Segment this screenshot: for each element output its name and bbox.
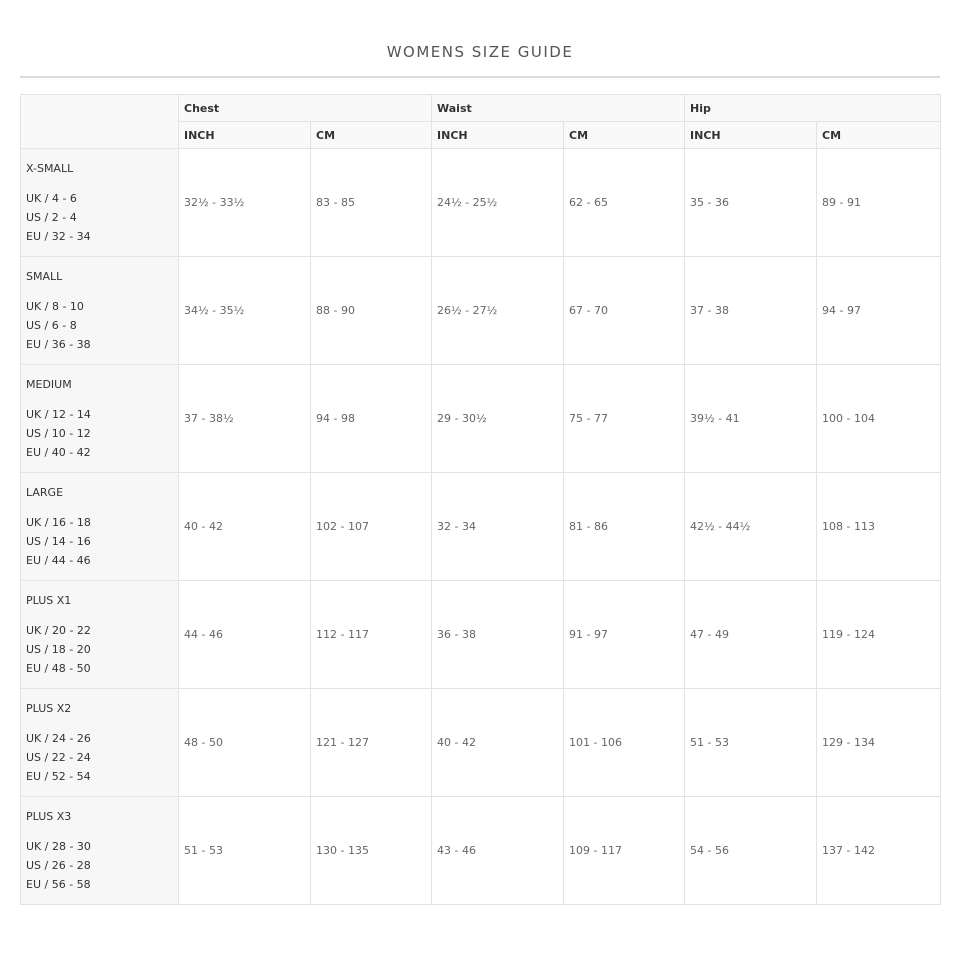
table-row xyxy=(21,365,941,473)
hip-group-header: Hip xyxy=(685,95,941,122)
hip-cm-cell: 137 - 142 xyxy=(817,797,941,905)
size-name: X-SMALL xyxy=(26,162,74,175)
waist-inch-cell: 24½ - 25½ xyxy=(432,149,564,257)
hip-inch-cell: 37 - 38 xyxy=(685,257,817,365)
corner-cell xyxy=(21,95,179,149)
us-size: US / 6 - 8 xyxy=(26,319,77,332)
hip-inch-cell: 42½ - 44½ xyxy=(685,473,817,581)
chest-inch-cell: 48 - 50 xyxy=(179,689,311,797)
us-size: US / 10 - 12 xyxy=(26,427,91,440)
table-row xyxy=(21,581,941,689)
uk-size: UK / 28 - 30 xyxy=(26,840,91,853)
uk-size: UK / 16 - 18 xyxy=(26,516,91,529)
chest-inch-cell: 51 - 53 xyxy=(179,797,311,905)
waist-inch-cell: 32 - 34 xyxy=(432,473,564,581)
waist-inch-cell: 40 - 42 xyxy=(432,689,564,797)
chest-cm-cell: 130 - 135 xyxy=(311,797,432,905)
size-name: SMALL xyxy=(26,270,63,283)
waist-inch-header: INCH xyxy=(432,122,564,149)
waist-cm-cell: 91 - 97 xyxy=(564,581,685,689)
us-size: US / 22 - 24 xyxy=(26,751,91,764)
chest-cm-cell: 88 - 90 xyxy=(311,257,432,365)
waist-cm-cell: 67 - 70 xyxy=(564,257,685,365)
eu-size: EU / 44 - 46 xyxy=(26,554,91,567)
uk-size: UK / 20 - 22 xyxy=(26,624,91,637)
hip-cm-cell: 108 - 113 xyxy=(817,473,941,581)
chest-inch-header: INCH xyxy=(179,122,311,149)
eu-size: EU / 56 - 58 xyxy=(26,878,91,891)
chest-group-header: Chest xyxy=(179,95,432,122)
chest-cm-cell: 121 - 127 xyxy=(311,689,432,797)
us-size: US / 2 - 4 xyxy=(26,211,77,224)
us-size: US / 18 - 20 xyxy=(26,643,91,656)
hip-inch-cell: 54 - 56 xyxy=(685,797,817,905)
group-header-row xyxy=(21,95,941,122)
chest-inch-cell: 34½ - 35½ xyxy=(179,257,311,365)
eu-size: EU / 48 - 50 xyxy=(26,662,91,675)
waist-group-header: Waist xyxy=(432,95,685,122)
size-label-cell xyxy=(21,581,179,689)
eu-size: EU / 32 - 34 xyxy=(26,230,91,243)
us-size: US / 14 - 16 xyxy=(26,535,91,548)
chest-inch-cell: 44 - 46 xyxy=(179,581,311,689)
size-name: PLUS X1 xyxy=(26,594,72,607)
waist-inch-cell: 26½ - 27½ xyxy=(432,257,564,365)
hip-cm-cell: 119 - 124 xyxy=(817,581,941,689)
size-label-cell xyxy=(21,149,179,257)
hip-cm-cell: 129 - 134 xyxy=(817,689,941,797)
size-label-cell xyxy=(21,473,179,581)
chest-cm-header: CM xyxy=(311,122,432,149)
size-name: PLUS X2 xyxy=(26,702,72,715)
chest-cm-cell: 112 - 117 xyxy=(311,581,432,689)
waist-cm-cell: 62 - 65 xyxy=(564,149,685,257)
eu-size: EU / 40 - 42 xyxy=(26,446,91,459)
table-row xyxy=(21,473,941,581)
hip-inch-cell: 39½ - 41 xyxy=(685,365,817,473)
hip-inch-header: INCH xyxy=(685,122,817,149)
chest-inch-cell: 40 - 42 xyxy=(179,473,311,581)
hip-inch-cell: 47 - 49 xyxy=(685,581,817,689)
hip-cm-cell: 89 - 91 xyxy=(817,149,941,257)
size-name: PLUS X3 xyxy=(26,810,72,823)
chest-cm-cell: 102 - 107 xyxy=(311,473,432,581)
size-name: LARGE xyxy=(26,486,64,499)
chest-cm-cell: 94 - 98 xyxy=(311,365,432,473)
hip-inch-cell: 35 - 36 xyxy=(685,149,817,257)
waist-inch-cell: 29 - 30½ xyxy=(432,365,564,473)
hip-inch-cell: 51 - 53 xyxy=(685,689,817,797)
size-guide-table xyxy=(20,94,941,905)
eu-size: EU / 36 - 38 xyxy=(26,338,91,351)
hip-cm-cell: 94 - 97 xyxy=(817,257,941,365)
table-row xyxy=(21,797,941,905)
waist-cm-cell: 109 - 117 xyxy=(564,797,685,905)
size-label-cell xyxy=(21,689,179,797)
table-row xyxy=(21,149,941,257)
uk-size: UK / 4 - 6 xyxy=(26,192,77,205)
uk-size: UK / 12 - 14 xyxy=(26,408,91,421)
size-label-cell xyxy=(21,365,179,473)
size-label-cell xyxy=(21,257,179,365)
waist-cm-cell: 75 - 77 xyxy=(564,365,685,473)
hip-cm-cell: 100 - 104 xyxy=(817,365,941,473)
chest-cm-cell: 83 - 85 xyxy=(311,149,432,257)
size-name: MEDIUM xyxy=(26,378,72,391)
chest-inch-cell: 32½ - 33½ xyxy=(179,149,311,257)
us-size: US / 26 - 28 xyxy=(26,859,91,872)
waist-cm-header: CM xyxy=(564,122,685,149)
uk-size: UK / 24 - 26 xyxy=(26,732,91,745)
waist-inch-cell: 43 - 46 xyxy=(432,797,564,905)
size-label-cell xyxy=(21,797,179,905)
eu-size: EU / 52 - 54 xyxy=(26,770,91,783)
uk-size: UK / 8 - 10 xyxy=(26,300,84,313)
page-title: WOMENS SIZE GUIDE xyxy=(386,43,574,61)
waist-cm-cell: 101 - 106 xyxy=(564,689,685,797)
chest-inch-cell: 37 - 38½ xyxy=(179,365,311,473)
table-row xyxy=(21,689,941,797)
table-row xyxy=(21,257,941,365)
waist-inch-cell: 36 - 38 xyxy=(432,581,564,689)
title-divider xyxy=(20,76,940,78)
waist-cm-cell: 81 - 86 xyxy=(564,473,685,581)
hip-cm-header: CM xyxy=(817,122,941,149)
